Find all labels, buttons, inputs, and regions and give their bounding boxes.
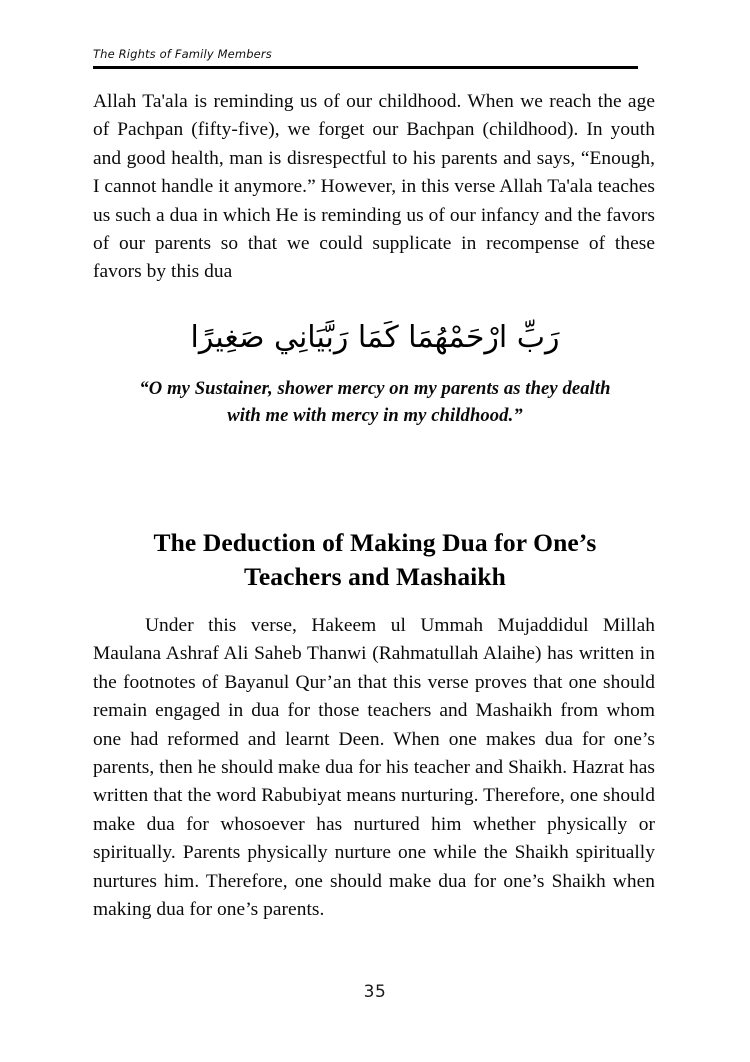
section-heading-line-2: Teachers and Mashaikh xyxy=(244,562,506,591)
verse-translation-line-1: “O my Sustainer, shower mercy on my parents as they dealth xyxy=(139,378,611,399)
arabic-verse-block xyxy=(0,312,750,364)
arabic-verse-text: رَبِّ ارْحَمْهُمَا كَمَا رَبَّيَانِي صَغِيرًا xyxy=(190,320,560,355)
header-rule xyxy=(93,66,638,69)
paragraph-intro: Allah Ta'ala is reminding us of our childhood. When we reach the age of Pachpan (fifty-five), we forget our Bachpan (childhood). In youth and good health, man is disrespectful to his parents and says, “Enough, I cannot handle it anymore.” However, in this verse Allah Ta'ala teaches us such a dua in which He is reminding us of our infancy and the favors of our parents so that we could supplicate in recompense of these favors by this dua xyxy=(93,91,655,283)
body-text-lower xyxy=(93,612,655,924)
body-text-upper xyxy=(93,88,655,287)
verse-translation-line-2: with me with mercy in my childhood.” xyxy=(227,405,523,426)
section-heading-line-1: The Deduction of Making Dua for One’s xyxy=(153,528,597,557)
running-header xyxy=(93,48,638,69)
running-header-title: The Rights of Family Members xyxy=(93,47,272,61)
page-number-value: 35 xyxy=(363,982,387,1002)
section-heading xyxy=(95,526,655,594)
paragraph-deduction: Under this verse, Hakeem ul Ummah Mujaddidul Millah Maulana Ashraf Ali Saheb Thanwi (Rahmatullah Alaihe) has written in the footnotes of Bayanul Qur’an that this verse proves that one should remain engaged in dua for those teachers and Mashaikh from whom one had reformed and learnt Deen. When one makes dua for one’s parents, then he should make dua for his teacher and Shaikh. Hazrat has written that the word Rabubiyat means nurturing. Therefore, one should make dua for whosoever has nurtured him whether physically or spiritually. Parents physically nurture one while the Shaikh spiritually nurtures him. Therefore, one should make dua for one’s Shaikh when making dua for one’s parents. xyxy=(93,615,655,921)
page-number xyxy=(0,982,750,1002)
verse-translation xyxy=(95,375,655,429)
